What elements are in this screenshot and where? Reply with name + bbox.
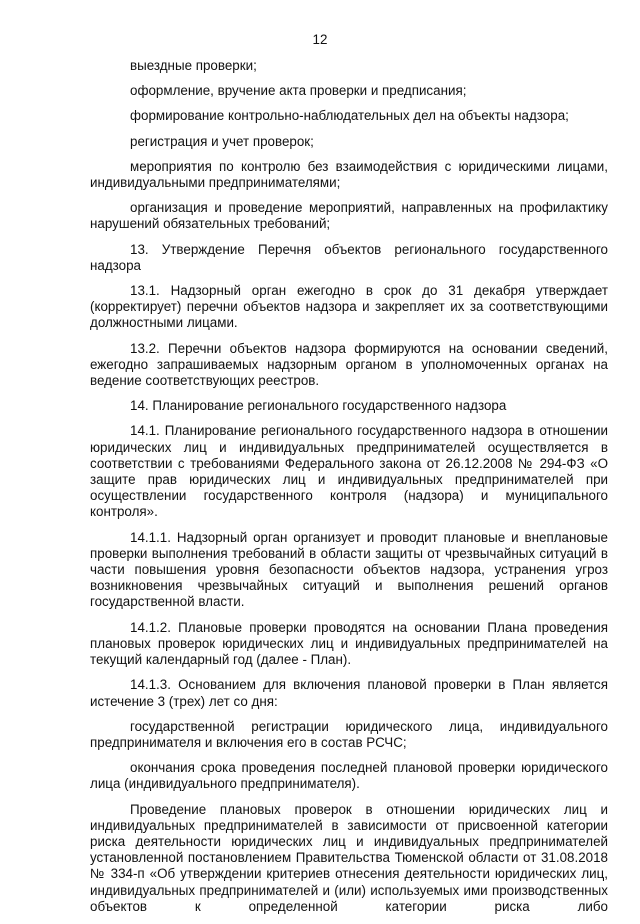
paragraph: 13.2. Перечни объектов надзора формируются на основании сведений, ежегодно запрашиваемых надзорным органом в уполномоченных органах на ведение соответствующих реестров. — [90, 340, 608, 389]
paragraph: 14.1.2. Плановые проверки проводятся на основании Плана проведения плановых проверок юридических лиц и индивидуальных предпринимателей на текущий календарный год (далее - План). — [90, 619, 608, 668]
paragraph: 13.1. Надзорный орган ежегодно в срок до 31 декабря утверждает (корректирует) перечни объектов надзора и закрепляет их за соответствующими должностными лицами. — [90, 283, 608, 331]
paragraph: 14.1.1. Надзорный орган организует и проводит плановые и внеплановые проверки выполнения требований в области защиты от чрезвычайных ситуаций в части повышения уровня безопасности объектов надзора, устранения угроз возникновения чрезвычайных ситуаций и выполнения решений органов государственной власти. — [90, 529, 608, 610]
paragraph: государственной регистрации юридического лица, индивидуального предпринимателя и включения его в состав РСЧС; — [90, 718, 608, 750]
paragraph: оформление, вручение акта проверки и предписания; — [130, 83, 467, 99]
paragraph: регистрация и учет проверок; — [130, 133, 314, 149]
paragraph: формирование контрольно-наблюдательных дел на объекты надзора; — [130, 108, 569, 124]
section-heading: 13. Утверждение Перечня объектов регионального государственного надзора — [90, 241, 608, 273]
paragraph: мероприятия по контролю без взаимодействия с юридическими лицами, индивидуальными предпринимателями; — [90, 158, 608, 191]
paragraph: Проведение плановых проверок в отношении юридических лиц и индивидуальных предпринимателей в зависимости от присвоенной категории риска деятельности юридических лиц и индивидуальных предпринимателей установленной постановлением Правительства Тюменской области от 31.08.2018 № 334-п «Об утверждении критериев отнесения деятельности юридических лиц, индивидуальных предпринимателей и (или) используемых ими производственных объектов к определенной категории риска либо — [90, 801, 608, 914]
section-heading: 14. Планирование регионального государственного надзора — [130, 398, 507, 414]
paragraph: организация и проведение мероприятий, направленных на профилактику нарушений обязательных требований; — [90, 200, 608, 232]
paragraph: 14.1.3. Основанием для включения плановой проверки в План является истечение 3 (трех) лет со дня: — [90, 677, 608, 709]
paragraph: выездные проверки; — [130, 58, 257, 73]
paragraph: окончания срока проведения последней плановой проверки юридического лица (индивидуального предпринимателя). — [90, 760, 608, 792]
document-body — [90, 58, 608, 924]
paragraph: 14.1. Планирование регионального государственного надзора в отношении юридических лиц и индивидуальных предпринимателей осуществляется в соответствии с требованиями Федерального закона от 26.12.2008 № 294-ФЗ «О защите прав юридических лиц и индивидуальных предпринимателей при осуществлении государственного контроля (надзора) и муниципального контроля». — [90, 423, 608, 520]
page-number: 12 — [312, 32, 328, 47]
